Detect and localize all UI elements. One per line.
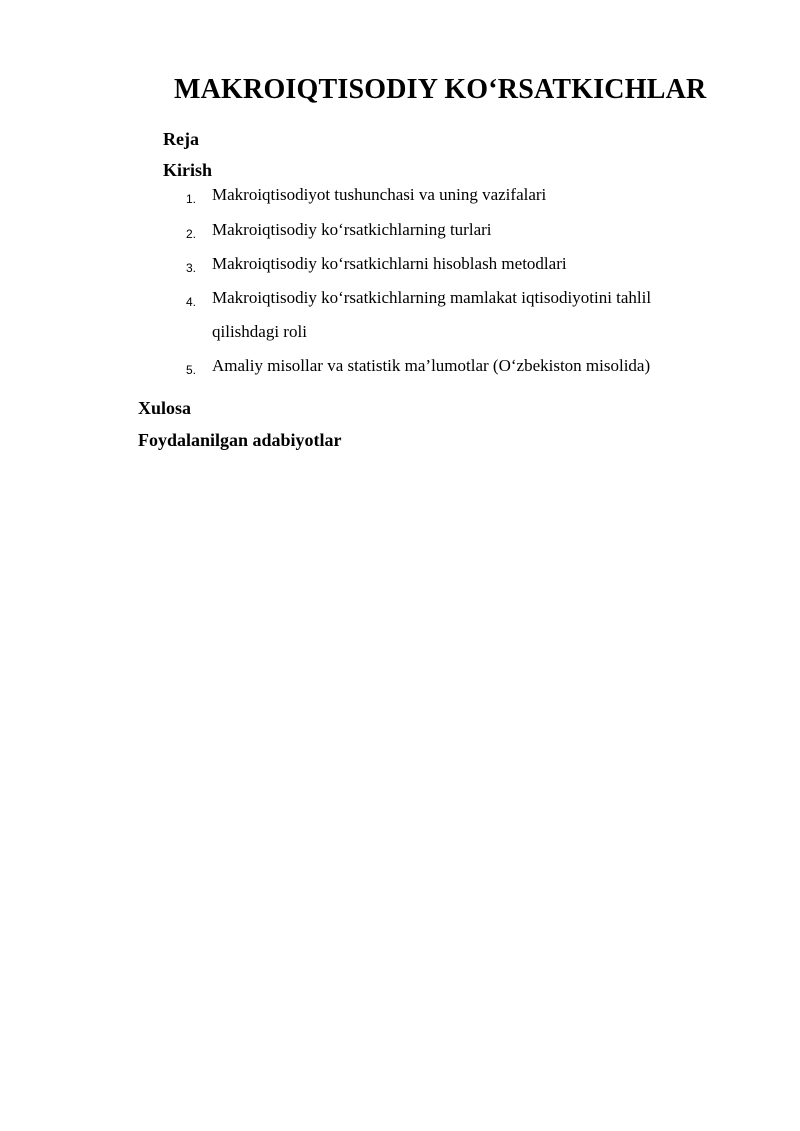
toc-item-text: Makroiqtisodiy ko‘rsatkichlarning mamlakat iqtisodiyotini tahlil qilishdagi roli [212, 288, 652, 341]
conclusion-heading: Xulosa [138, 398, 192, 418]
toc-item-text: Makroiqtisodiyot tushunchasi va uning vazifalari [212, 185, 547, 204]
references-heading: Foydalanilgan adabiyotlar [138, 430, 342, 450]
intro-heading: Kirish [163, 160, 213, 180]
toc-item-number: 1. [186, 192, 197, 206]
toc-item-number: 2. [186, 227, 197, 241]
toc-item-number: 4. [186, 295, 197, 309]
plan-heading: Reja [163, 129, 199, 149]
document-title: MAKROIQTISODIY KO‘RSATKICHLAR [174, 74, 707, 105]
toc-item-text: Amaliy misollar va statistik ma’lumotlar (O‘zbekiston misolida) [212, 356, 651, 375]
toc-item-text: Makroiqtisodiy ko‘rsatkichlarning turlari [212, 220, 492, 239]
toc-item-number: 5. [186, 363, 197, 377]
toc-item-text: Makroiqtisodiy ko‘rsatkichlarni hisoblash metodlari [212, 254, 567, 273]
toc-item-number: 3. [186, 261, 197, 275]
